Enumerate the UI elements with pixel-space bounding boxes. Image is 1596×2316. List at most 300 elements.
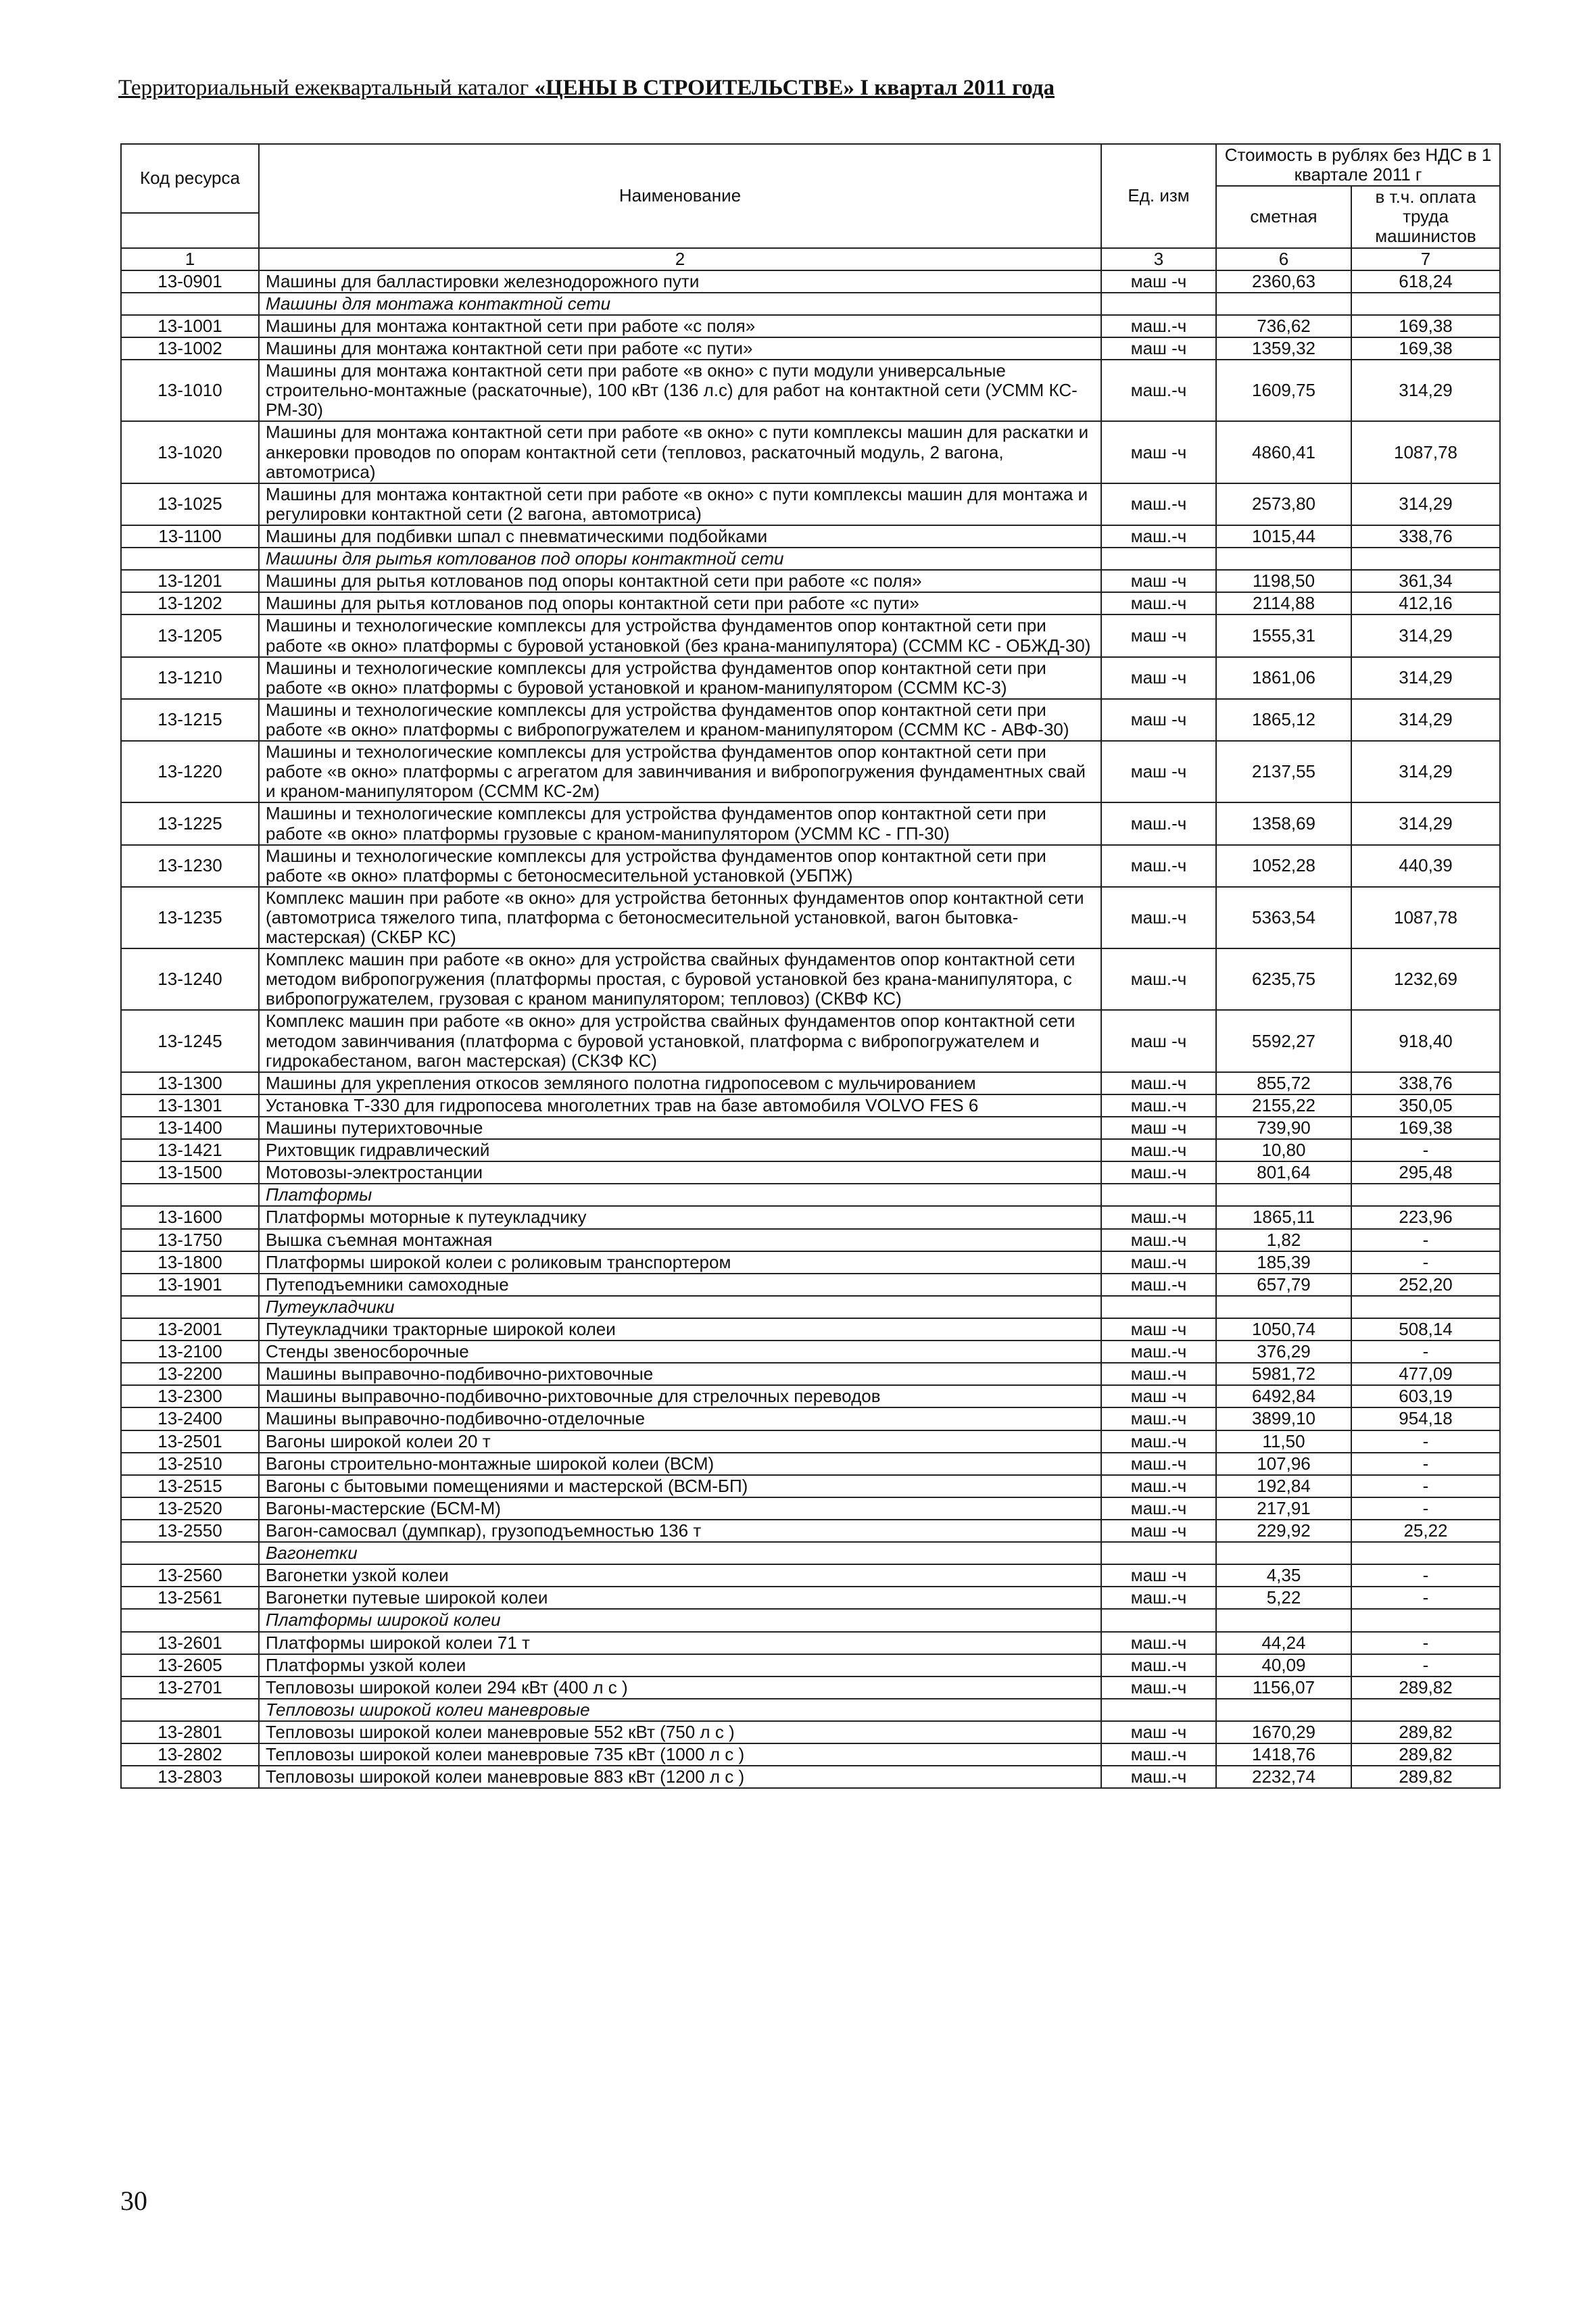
section-title: Машины для монтажа контактной сети [259, 293, 1101, 315]
resource-code: 13-2605 [121, 1654, 259, 1676]
table-row [121, 483, 1500, 525]
resource-labor-cost: 289,82 [1351, 1743, 1500, 1766]
resource-labor-cost: 314,29 [1351, 657, 1500, 699]
row-unit-empty [1101, 1296, 1216, 1318]
resource-cost: 2155,22 [1216, 1094, 1351, 1117]
resource-name: Путеподъемники самоходные [259, 1274, 1101, 1296]
column-number: 6 [1216, 248, 1351, 270]
resource-unit: маш -ч [1101, 1721, 1216, 1743]
resource-name: Машины и технологические комплексы для устройства фундаментов опор контактной сети при работе «в окно» платформы с буровой установкой и краном-манипулятором (ССММ КС-3) [259, 657, 1101, 699]
resource-unit: маш.-ч [1101, 802, 1216, 844]
resource-code: 13-2802 [121, 1743, 259, 1766]
resource-name: Рихтовщик гидравлический [259, 1139, 1101, 1161]
resource-labor-cost: 440,39 [1351, 845, 1500, 887]
table-row [121, 1139, 1500, 1161]
resource-cost: 855,72 [1216, 1072, 1351, 1094]
row-code-empty [121, 1296, 259, 1318]
resource-code: 13-1500 [121, 1161, 259, 1184]
resource-cost: 6492,84 [1216, 1385, 1351, 1407]
resource-unit: маш.-ч [1101, 360, 1216, 421]
labor-header: в т.ч. оплата труда машинистов [1351, 186, 1500, 247]
row-code-empty [121, 293, 259, 315]
resource-unit: маш -ч [1101, 699, 1216, 741]
resource-unit: маш.-ч [1101, 1676, 1216, 1699]
row-cost-empty [1216, 1699, 1351, 1721]
resource-unit: маш.-ч [1101, 1430, 1216, 1453]
resource-code: 13-1205 [121, 614, 259, 656]
table-row [121, 1251, 1500, 1274]
resource-labor-cost: 918,40 [1351, 1010, 1500, 1071]
row-code-empty [121, 1609, 259, 1631]
section-row [121, 1184, 1500, 1206]
table-row [121, 1497, 1500, 1520]
row-labor-empty [1351, 293, 1500, 315]
resource-name: Тепловозы широкой колеи 294 кВт (400 л с ) [259, 1676, 1101, 1699]
row-labor-empty [1351, 548, 1500, 570]
resource-cost: 185,39 [1216, 1251, 1351, 1274]
resource-name: Комплекс машин при работе «в окно» для устройства бетонных фундаментов опор контактной сети (автомотриса тяжелого типа, платформа с бетоносмесительной установкой, вагон бытовка-мастерская) (СКБР КС) [259, 887, 1101, 948]
resource-name: Машины выправочно-подбивочно-рихтовочные для стрелочных переводов [259, 1385, 1101, 1407]
table-row [121, 1229, 1500, 1251]
section-row [121, 1542, 1500, 1564]
resource-code: 13-1225 [121, 802, 259, 844]
resource-cost: 2573,80 [1216, 483, 1351, 525]
resource-labor-cost: 25,22 [1351, 1520, 1500, 1542]
resource-cost: 192,84 [1216, 1475, 1351, 1497]
resource-cost: 5981,72 [1216, 1363, 1351, 1385]
resource-labor-cost: 295,48 [1351, 1161, 1500, 1184]
resource-name: Машины для рытья котлованов под опоры контактной сети при работе «с пути» [259, 592, 1101, 614]
column-number: 3 [1101, 248, 1216, 270]
resource-code: 13-2501 [121, 1430, 259, 1453]
resource-code: 13-2550 [121, 1520, 259, 1542]
resource-name: Машины для балластировки железнодорожного пути [259, 270, 1101, 293]
resource-cost: 1,82 [1216, 1229, 1351, 1251]
resource-unit: маш -ч [1101, 570, 1216, 592]
resource-cost: 2137,55 [1216, 741, 1351, 802]
resource-code: 13-1100 [121, 525, 259, 548]
resource-cost: 1358,69 [1216, 802, 1351, 844]
resource-labor-cost: 314,29 [1351, 614, 1500, 656]
table-row [121, 570, 1500, 592]
resource-code: 13-2803 [121, 1766, 259, 1788]
resource-labor-cost: 603,19 [1351, 1385, 1500, 1407]
table-row [121, 592, 1500, 614]
resource-name: Машины для монтажа контактной сети при работе «в окно» с пути комплексы машин для раскатки и анкеровки проводов по опорам контактной сети (тепловоз, раскаточный модуль, 2 вагона, автомотриса) [259, 421, 1101, 483]
resource-labor-cost: 314,29 [1351, 360, 1500, 421]
resource-labor-cost: 338,76 [1351, 525, 1500, 548]
table-row [121, 887, 1500, 948]
resource-unit: маш.-ч [1101, 1766, 1216, 1788]
table-row [121, 1587, 1500, 1609]
resource-unit: маш.-ч [1101, 887, 1216, 948]
resource-code: 13-2001 [121, 1318, 259, 1341]
resource-code: 13-2515 [121, 1475, 259, 1497]
resource-labor-cost: 289,82 [1351, 1721, 1500, 1743]
resource-labor-cost: - [1351, 1564, 1500, 1587]
resource-cost: 5,22 [1216, 1587, 1351, 1609]
resource-name: Машины для рытья котлованов под опоры контактной сети при работе «с поля» [259, 570, 1101, 592]
resource-unit: маш.-ч [1101, 1363, 1216, 1385]
table-row [121, 845, 1500, 887]
resource-code: 13-0901 [121, 270, 259, 293]
resource-labor-cost: 954,18 [1351, 1407, 1500, 1430]
row-unit-empty [1101, 1184, 1216, 1206]
section-row [121, 293, 1500, 315]
resource-labor-cost: 289,82 [1351, 1676, 1500, 1699]
code-header-spacer [121, 213, 259, 248]
row-labor-empty [1351, 1699, 1500, 1721]
header-row-1 [121, 144, 1500, 186]
section-row [121, 1296, 1500, 1318]
resource-labor-cost: 314,29 [1351, 741, 1500, 802]
table-row [121, 802, 1500, 844]
table-row [121, 1010, 1500, 1071]
table-row [121, 1676, 1500, 1699]
section-title: Машины для рытья котлованов под опоры контактной сети [259, 548, 1101, 570]
resource-cost: 1198,50 [1216, 570, 1351, 592]
resource-name: Вагоны-мастерские (БСМ-М) [259, 1497, 1101, 1520]
header-prefix: Территориальный ежеквартальный каталог [118, 76, 535, 100]
resource-code: 13-1901 [121, 1274, 259, 1296]
page-number: 30 [120, 2186, 147, 2216]
page-header [118, 76, 1055, 101]
table-row [121, 699, 1500, 741]
header-catalog: «ЦЕНЫ В СТРОИТЕЛЬСТВЕ» [534, 76, 854, 100]
resource-labor-cost: - [1351, 1654, 1500, 1676]
resource-cost: 2360,63 [1216, 270, 1351, 293]
name-header: Наименование [259, 144, 1101, 248]
row-cost-empty [1216, 1296, 1351, 1318]
resource-labor-cost: 412,16 [1351, 592, 1500, 614]
resource-cost: 4860,41 [1216, 421, 1351, 483]
resource-cost: 736,62 [1216, 315, 1351, 337]
resource-code: 13-2701 [121, 1676, 259, 1699]
row-labor-empty [1351, 1609, 1500, 1631]
resource-cost: 107,96 [1216, 1453, 1351, 1475]
resource-unit: маш.-ч [1101, 1094, 1216, 1117]
resource-cost: 5363,54 [1216, 887, 1351, 948]
resource-unit: маш.-ч [1101, 1743, 1216, 1766]
resource-labor-cost: 350,05 [1351, 1094, 1500, 1117]
resource-unit: маш.-ч [1101, 1475, 1216, 1497]
resource-unit: маш.-ч [1101, 1632, 1216, 1654]
row-labor-empty [1351, 1542, 1500, 1564]
table-body [121, 270, 1500, 1789]
row-unit-empty [1101, 548, 1216, 570]
table-row [121, 1094, 1500, 1117]
resource-unit: маш -ч [1101, 1318, 1216, 1341]
resource-name: Тепловозы широкой колеи маневровые 735 кВт (1000 л с ) [259, 1743, 1101, 1766]
table-row [121, 1766, 1500, 1788]
resource-labor-cost: 314,29 [1351, 699, 1500, 741]
resource-labor-cost: - [1351, 1139, 1500, 1161]
table-row [121, 1564, 1500, 1587]
resource-name: Машины для монтажа контактной сети при работе «в окно» с пути комплексы машин для монтажа и регулировки контактной сети (2 вагона, автомотриса) [259, 483, 1101, 525]
price-table [120, 143, 1501, 1789]
resource-labor-cost: 1087,78 [1351, 421, 1500, 483]
table-row [121, 1385, 1500, 1407]
resource-code: 13-1025 [121, 483, 259, 525]
section-title: Вагонетки [259, 1542, 1101, 1564]
table-row [121, 421, 1500, 483]
resource-cost: 801,64 [1216, 1161, 1351, 1184]
table-row [121, 1206, 1500, 1228]
resource-name: Машины для монтажа контактной сети при работе «в окно» с пути модули универсальные строительно-монтажные (раскаточные), 100 кВт (136 л.с) для работ на контактной сети (УСММ КС-РМ-30) [259, 360, 1101, 421]
row-unit-empty [1101, 1699, 1216, 1721]
resource-code: 13-1400 [121, 1117, 259, 1139]
resource-unit: маш.-ч [1101, 1274, 1216, 1296]
resource-cost: 1418,76 [1216, 1743, 1351, 1766]
table-row [121, 1407, 1500, 1430]
resource-code: 13-1202 [121, 592, 259, 614]
resource-name: Вагоны с бытовыми помещениями и мастерской (ВСМ-БП) [259, 1475, 1101, 1497]
resource-name: Платформы моторные к путеукладчику [259, 1206, 1101, 1228]
resource-code: 13-1600 [121, 1206, 259, 1228]
resource-labor-cost: 361,34 [1351, 570, 1500, 592]
resource-cost: 2114,88 [1216, 592, 1351, 614]
unit-header: Ед. изм [1101, 144, 1216, 248]
resource-code: 13-1230 [121, 845, 259, 887]
table-row [121, 1743, 1500, 1766]
resource-code: 13-1245 [121, 1010, 259, 1071]
row-code-empty [121, 1184, 259, 1206]
resource-code: 13-1020 [121, 421, 259, 483]
table-row [121, 741, 1500, 802]
resource-name: Машины и технологические комплексы для устройства фундаментов опор контактной сети при работе «в окно» платформы грузовые с краном-манипулятором (УСММ КС - ГП-30) [259, 802, 1101, 844]
resource-code: 13-1210 [121, 657, 259, 699]
resource-cost: 1015,44 [1216, 525, 1351, 548]
resource-code: 13-2400 [121, 1407, 259, 1430]
resource-code: 13-1001 [121, 315, 259, 337]
table-row [121, 1072, 1500, 1094]
section-row [121, 548, 1500, 570]
resource-name: Машины путерихтовочные [259, 1117, 1101, 1139]
resource-labor-cost: 314,29 [1351, 802, 1500, 844]
resource-code: 13-1235 [121, 887, 259, 948]
resource-code: 13-2520 [121, 1497, 259, 1520]
resource-labor-cost: 289,82 [1351, 1766, 1500, 1788]
resource-cost: 217,91 [1216, 1497, 1351, 1520]
resource-code: 13-2561 [121, 1587, 259, 1609]
section-row [121, 1699, 1500, 1721]
resource-labor-cost: 252,20 [1351, 1274, 1500, 1296]
section-title: Тепловозы широкой колеи маневровые [259, 1699, 1101, 1721]
row-cost-empty [1216, 1184, 1351, 1206]
resource-cost: 40,09 [1216, 1654, 1351, 1676]
resource-code: 13-2100 [121, 1341, 259, 1363]
resource-name: Вагоны строительно-монтажные широкой колеи (ВСМ) [259, 1453, 1101, 1475]
resource-cost: 1609,75 [1216, 360, 1351, 421]
column-number: 2 [259, 248, 1101, 270]
section-title: Платформы [259, 1184, 1101, 1206]
resource-unit: маш -ч [1101, 657, 1216, 699]
resource-name: Машины и технологические комплексы для устройства фундаментов опор контактной сети при работе «в окно» платформы с агрегатом для завинчивания и вибропогружения фундаментных свай и краном-манипулятором (ССММ КС-2м) [259, 741, 1101, 802]
resource-code: 13-1215 [121, 699, 259, 741]
resource-unit: маш.-ч [1101, 1072, 1216, 1094]
row-code-empty [121, 1699, 259, 1721]
code-header: Код ресурса [121, 144, 259, 213]
resource-cost: 657,79 [1216, 1274, 1351, 1296]
resource-code: 13-1301 [121, 1094, 259, 1117]
table-row [121, 1520, 1500, 1542]
resource-cost: 1359,32 [1216, 337, 1351, 360]
table-row [121, 1318, 1500, 1341]
resource-name: Вагоны широкой колеи 20 т [259, 1430, 1101, 1453]
resource-name: Тепловозы широкой колеи маневровые 552 кВт (750 л с ) [259, 1721, 1101, 1743]
row-unit-empty [1101, 1542, 1216, 1564]
table-row [121, 614, 1500, 656]
column-number: 7 [1351, 248, 1500, 270]
resource-name: Платформы широкой колеи 71 т [259, 1632, 1101, 1654]
table-row [121, 360, 1500, 421]
resource-labor-cost: 338,76 [1351, 1072, 1500, 1094]
resource-unit: маш.-ч [1101, 845, 1216, 887]
resource-unit: маш.-ч [1101, 1407, 1216, 1430]
resource-cost: 2232,74 [1216, 1766, 1351, 1788]
resource-unit: маш.-ч [1101, 1654, 1216, 1676]
table-row [121, 525, 1500, 548]
resource-name: Платформы широкой колеи с роликовым транспортером [259, 1251, 1101, 1274]
row-unit-empty [1101, 1609, 1216, 1631]
resource-unit: маш.-ч [1101, 1341, 1216, 1363]
resource-labor-cost: 169,38 [1351, 315, 1500, 337]
resource-name: Машины выправочно-подбивочно-рихтовочные [259, 1363, 1101, 1385]
resource-code: 13-1201 [121, 570, 259, 592]
resource-unit: маш -ч [1101, 741, 1216, 802]
cost-group-header: Стоимость в рублях без НДС в 1 квартале 2011 г [1216, 144, 1500, 186]
resource-unit: маш.-ч [1101, 1251, 1216, 1274]
resource-code: 13-2801 [121, 1721, 259, 1743]
resource-code: 13-1750 [121, 1229, 259, 1251]
column-number: 1 [121, 248, 259, 270]
section-title: Платформы широкой колеи [259, 1609, 1101, 1631]
resource-code: 13-1220 [121, 741, 259, 802]
resource-labor-cost: - [1351, 1497, 1500, 1520]
resource-name: Комплекс машин при работе «в окно» для устройства свайных фундаментов опор контактной сети методом завинчивания (платформа с буровой установкой, платформа с вибропогружателем и гидрокабестаном, вагон мастерская) (СКЗФ КС) [259, 1010, 1101, 1071]
resource-labor-cost: 169,38 [1351, 337, 1500, 360]
resource-unit: маш -ч [1101, 1385, 1216, 1407]
resource-labor-cost: - [1351, 1251, 1500, 1274]
resource-name: Машины для монтажа контактной сети при работе «с поля» [259, 315, 1101, 337]
resource-labor-cost: - [1351, 1453, 1500, 1475]
resource-code: 13-1300 [121, 1072, 259, 1094]
resource-name: Вагон-самосвал (думпкар), грузоподъемностью 136 т [259, 1520, 1101, 1542]
resource-cost: 1052,28 [1216, 845, 1351, 887]
resource-name: Мотовозы-электростанции [259, 1161, 1101, 1184]
resource-name: Вагонетки путевые широкой колеи [259, 1587, 1101, 1609]
resource-cost: 376,29 [1216, 1341, 1351, 1363]
resource-unit: маш.-ч [1101, 483, 1216, 525]
resource-cost: 10,80 [1216, 1139, 1351, 1161]
row-labor-empty [1351, 1296, 1500, 1318]
resource-code: 13-2510 [121, 1453, 259, 1475]
resource-labor-cost: 1087,78 [1351, 887, 1500, 948]
resource-labor-cost: - [1351, 1632, 1500, 1654]
resource-cost: 44,24 [1216, 1632, 1351, 1654]
resource-labor-cost: 223,96 [1351, 1206, 1500, 1228]
resource-name: Машины для монтажа контактной сети при работе «с пути» [259, 337, 1101, 360]
header-period: I квартал 2011 года [854, 76, 1055, 100]
table-row [121, 1161, 1500, 1184]
table-row [121, 1475, 1500, 1497]
resource-name: Стенды звеносборочные [259, 1341, 1101, 1363]
resource-cost: 229,92 [1216, 1520, 1351, 1542]
row-cost-empty [1216, 1609, 1351, 1631]
resource-labor-cost: 314,29 [1351, 483, 1500, 525]
resource-unit: маш -ч [1101, 1520, 1216, 1542]
resource-code: 13-2601 [121, 1632, 259, 1654]
table-row [121, 1430, 1500, 1453]
resource-unit: маш.-ч [1101, 1229, 1216, 1251]
resource-labor-cost: 1232,69 [1351, 948, 1500, 1010]
resource-code: 13-1002 [121, 337, 259, 360]
resource-code: 13-1010 [121, 360, 259, 421]
table-row [121, 270, 1500, 293]
table-row [121, 657, 1500, 699]
table-row [121, 315, 1500, 337]
resource-cost: 1670,29 [1216, 1721, 1351, 1743]
resource-code: 13-1240 [121, 948, 259, 1010]
row-code-empty [121, 548, 259, 570]
resource-labor-cost: - [1351, 1475, 1500, 1497]
resource-name: Вагонетки узкой колеи [259, 1564, 1101, 1587]
resource-code: 13-2200 [121, 1363, 259, 1385]
resource-code: 13-2300 [121, 1385, 259, 1407]
row-cost-empty [1216, 293, 1351, 315]
resource-name: Машины для укрепления откосов земляного полотна гидропосевом с мульчированием [259, 1072, 1101, 1094]
column-number-row [121, 248, 1500, 270]
resource-name: Путеукладчики тракторные широкой колеи [259, 1318, 1101, 1341]
table-row [121, 1274, 1500, 1296]
resource-name: Машины и технологические комплексы для устройства фундаментов опор контактной сети при работе «в окно» платформы с бетоносмесительной установкой (УБПЖ) [259, 845, 1101, 887]
resource-unit: маш -ч [1101, 337, 1216, 360]
resource-code: 13-1421 [121, 1139, 259, 1161]
table-row [121, 1341, 1500, 1363]
estimate-header: сметная [1216, 186, 1351, 247]
resource-labor-cost: - [1351, 1229, 1500, 1251]
resource-cost: 5592,27 [1216, 1010, 1351, 1071]
resource-labor-cost: 508,14 [1351, 1318, 1500, 1341]
resource-cost: 3899,10 [1216, 1407, 1351, 1430]
row-code-empty [121, 1542, 259, 1564]
resource-labor-cost: 477,09 [1351, 1363, 1500, 1385]
resource-name: Установка Т-330 для гидропосева многолетних трав на базе автомобиля VOLVO FES 6 [259, 1094, 1101, 1117]
table-row [121, 948, 1500, 1010]
resource-cost: 739,90 [1216, 1117, 1351, 1139]
resource-name: Машины для подбивки шпал с пневматическими подбойками [259, 525, 1101, 548]
table-row [121, 1117, 1500, 1139]
resource-cost: 1156,07 [1216, 1676, 1351, 1699]
resource-unit: маш.-ч [1101, 525, 1216, 548]
resource-unit: маш -ч [1101, 1117, 1216, 1139]
resource-unit: маш.-ч [1101, 1497, 1216, 1520]
resource-unit: маш.-ч [1101, 315, 1216, 337]
resource-code: 13-2560 [121, 1564, 259, 1587]
resource-unit: маш.-ч [1101, 1453, 1216, 1475]
resource-name: Тепловозы широкой колеи маневровые 883 кВт (1200 л с ) [259, 1766, 1101, 1788]
row-cost-empty [1216, 548, 1351, 570]
resource-unit: маш -ч [1101, 270, 1216, 293]
table-row [121, 1453, 1500, 1475]
table-row [121, 1654, 1500, 1676]
resource-labor-cost: - [1351, 1587, 1500, 1609]
section-title: Путеукладчики [259, 1296, 1101, 1318]
resource-labor-cost: 169,38 [1351, 1117, 1500, 1139]
table-row [121, 337, 1500, 360]
resource-unit: маш.-ч [1101, 1161, 1216, 1184]
resource-name: Платформы узкой колеи [259, 1654, 1101, 1676]
